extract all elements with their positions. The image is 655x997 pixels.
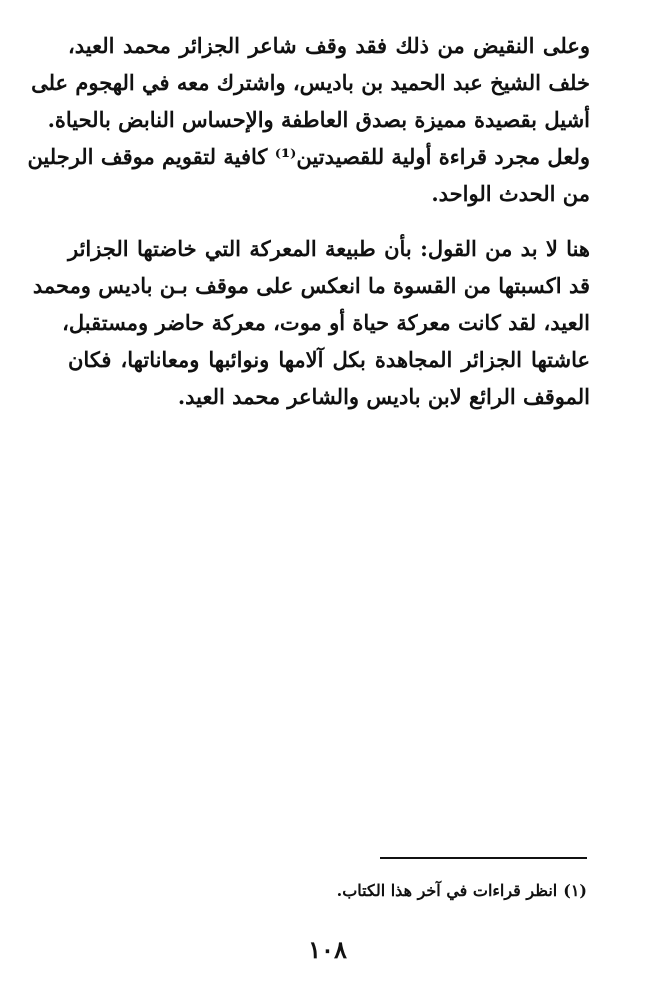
footnote-marker: (١) xyxy=(563,881,587,900)
text-line: الموقف الرائع لابن باديس والشاعر محمد العيد. xyxy=(177,384,590,409)
page-number: ١٠٨ xyxy=(308,935,347,964)
text-line: وعلى النقيض من ذلك فقد وقف شاعر الجزائر محمد العيد، xyxy=(68,33,590,58)
text-line: من الحدث الواحد. xyxy=(431,181,590,206)
paragraph-2 xyxy=(32,230,590,415)
footnote-text: انظر قراءات في آخر هذا الكتاب. xyxy=(336,881,558,900)
paragraph-1 xyxy=(27,27,590,212)
text-line: خلف الشيخ عبد الحميد بن باديس، واشترك معه في الهجوم على xyxy=(31,70,590,95)
text-line: أشيل بقصيدة مميزة بصدق العاطفة والإحساس النابض بالحياة. xyxy=(47,107,590,132)
text-line: عاشتها الجزائر المجاهدة بكل آلامها ونوائبها ومعاناتها، فكان xyxy=(68,347,590,372)
text-line: ولعل مجرد قراءة أولية للقصيدتين⁽¹⁾ كافية لتقويم موقف الرجلين xyxy=(27,144,590,169)
text-line: العيد، لقد كانت معركة حياة أو موت، معركة حاضر ومستقبل، xyxy=(62,310,590,335)
footnote xyxy=(230,876,587,906)
text-line: هنا لا بد من القول: بأن طبيعة المعركة التي خاضتها الجزائر xyxy=(68,236,590,261)
footnote-divider xyxy=(380,857,587,859)
text-line: قد اكسبتها من القسوة ما انعكس على موقف بـن باديس ومحمد xyxy=(32,273,590,298)
